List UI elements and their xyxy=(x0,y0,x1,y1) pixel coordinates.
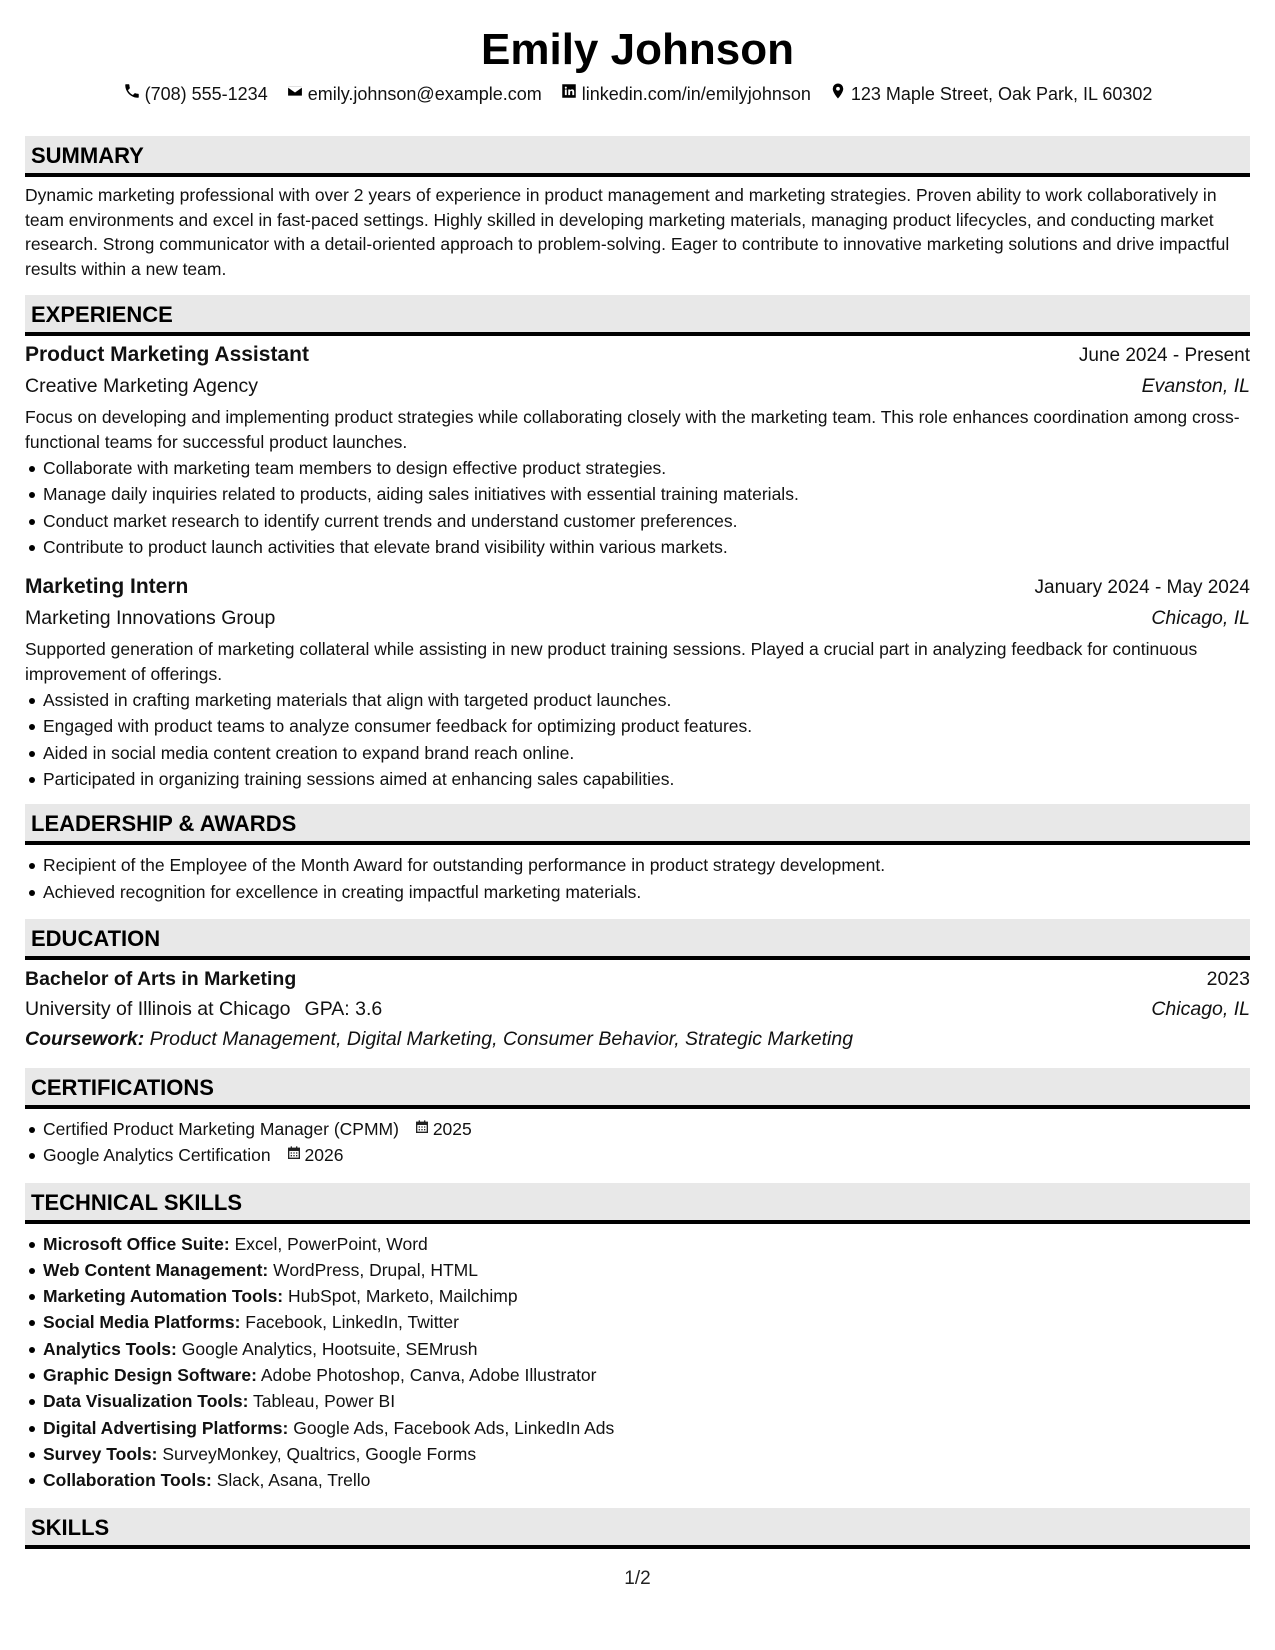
skill-label: Collaboration Tools: xyxy=(43,1470,212,1491)
cert-year-wrap xyxy=(414,1116,472,1142)
list-item: Conduct market research to identify current trends and understand customer preferences. xyxy=(25,508,1250,534)
list-item xyxy=(25,1142,1250,1168)
linkedin-text[interactable]: linkedin.com/in/emilyjohnson xyxy=(581,84,811,104)
tech-skills-list xyxy=(25,1231,1250,1494)
section-heading: EXPERIENCE xyxy=(25,295,1250,336)
cert-name: Certified Product Marketing Manager (CPMM) xyxy=(43,1118,399,1139)
list-item xyxy=(25,1388,1250,1414)
cert-year: 2026 xyxy=(304,1145,344,1166)
education-section xyxy=(25,919,1250,1054)
summary-section xyxy=(25,136,1250,281)
school-name: University of Illinois at Chicago xyxy=(25,997,291,1020)
job-location: Evanston, IL xyxy=(1141,375,1250,397)
skill-value: HubSpot, Marketo, Mailchimp xyxy=(288,1286,518,1307)
list-item xyxy=(25,1415,1250,1441)
coursework-list: Product Management, Digital Marketing, Consumer Behavior, Strategic Marketing xyxy=(149,1027,854,1050)
map-pin-icon xyxy=(829,82,847,106)
list-item: Aided in social media content creation to expand brand reach online. xyxy=(25,740,1250,766)
cert-name: Google Analytics Certification xyxy=(43,1145,271,1166)
job-dates: January 2024 - May 2024 xyxy=(1034,577,1250,599)
job-entry xyxy=(25,572,1250,792)
skill-value: Slack, Asana, Trello xyxy=(216,1470,371,1491)
coursework xyxy=(25,1024,1250,1054)
job-location: Chicago, IL xyxy=(1151,607,1250,630)
contact-email[interactable] xyxy=(286,82,542,106)
skill-value: Excel, PowerPoint, Word xyxy=(234,1233,428,1254)
list-item: Achieved recognition for excellence in creating impactful marketing materials. xyxy=(25,879,1250,905)
list-item: Engaged with product teams to analyze consumer feedback for optimizing product features. xyxy=(25,713,1250,739)
phone-text: (708) 555-1234 xyxy=(144,84,268,104)
section-heading: SUMMARY xyxy=(25,136,1250,177)
skill-value: SurveyMonkey, Qualtrics, Google Forms xyxy=(162,1443,477,1464)
linkedin-icon xyxy=(560,82,578,106)
skill-label: Social Media Platforms: xyxy=(43,1312,241,1333)
list-item: Contribute to product launch activities that elevate brand visibility within various markets. xyxy=(25,534,1250,560)
list-item xyxy=(25,1467,1250,1493)
skill-label: Marketing Automation Tools: xyxy=(43,1286,284,1307)
list-item xyxy=(25,1441,1250,1467)
degree: Bachelor of Arts in Marketing xyxy=(25,967,297,990)
skill-value: Facebook, LinkedIn, Twitter xyxy=(245,1312,459,1333)
job-company: Marketing Innovations Group xyxy=(25,607,276,630)
list-item xyxy=(25,1283,1250,1309)
cert-year: 2025 xyxy=(432,1118,472,1139)
skill-label: Web Content Management: xyxy=(43,1259,269,1280)
skill-label: Analytics Tools: xyxy=(43,1338,177,1359)
list-item xyxy=(25,1362,1250,1388)
skill-label: Survey Tools: xyxy=(43,1443,158,1464)
list-item xyxy=(25,1336,1250,1362)
job-dates: June 2024 - Present xyxy=(1078,345,1250,366)
contact-phone xyxy=(123,82,268,106)
envelope-icon xyxy=(286,82,304,106)
skills-section xyxy=(25,1508,1250,1549)
calendar-icon xyxy=(414,1116,430,1142)
job-title: Marketing Intern xyxy=(25,575,189,599)
contact-bar xyxy=(25,82,1250,106)
section-heading: LEADERSHIP & AWARDS xyxy=(25,804,1250,845)
school-line xyxy=(25,994,382,1024)
job-bullets xyxy=(25,687,1250,792)
certifications-section xyxy=(25,1068,1250,1169)
contact-address xyxy=(829,82,1153,106)
skill-label: Digital Advertising Platforms: xyxy=(43,1417,289,1438)
skill-value: Google Ads, Facebook Ads, LinkedIn Ads xyxy=(293,1417,615,1438)
candidate-name: Emily Johnson xyxy=(481,25,794,74)
resume-page xyxy=(25,0,1250,1549)
skill-value: Google Analytics, Hootsuite, SEMrush xyxy=(181,1338,478,1359)
section-heading: EDUCATION xyxy=(25,919,1250,960)
skill-value: WordPress, Drupal, HTML xyxy=(273,1259,478,1280)
skill-label: Graphic Design Software: xyxy=(43,1365,257,1386)
list-item: Participated in organizing training sessions aimed at enhancing sales capabilities. xyxy=(25,766,1250,792)
job-company: Creative Marketing Agency xyxy=(25,375,259,397)
job-entry xyxy=(25,340,1250,560)
list-item: Collaborate with marketing team members to design effective product strategies. xyxy=(25,455,1250,481)
list-item: Manage daily inquiries related to products, aiding sales initiatives with essential training materials. xyxy=(25,481,1250,507)
cert-list xyxy=(25,1116,1250,1169)
graduation-year: 2023 xyxy=(1206,967,1250,990)
skill-label: Microsoft Office Suite: xyxy=(43,1233,230,1254)
cert-year-wrap xyxy=(286,1142,344,1168)
leadership-section xyxy=(25,804,1250,905)
list-item: Assisted in crafting marketing materials that align with targeted product launches. xyxy=(25,687,1250,713)
list-item xyxy=(25,1116,1250,1142)
list-item xyxy=(25,1231,1250,1257)
list-item xyxy=(25,1257,1250,1283)
job-description: Supported generation of marketing collateral while assisting in new product training sessions. Played a crucial part in analyzing feedback for continuous improvement of offerings. xyxy=(25,639,1198,684)
job-bullets xyxy=(25,455,1250,560)
address-text: 123 Maple Street, Oak Park, IL 60302 xyxy=(850,84,1153,104)
experience-section xyxy=(25,295,1250,792)
coursework-label: Coursework: xyxy=(25,1027,145,1050)
section-heading: SKILLS xyxy=(25,1508,1250,1549)
skill-value: Adobe Photoshop, Canva, Adobe Illustrator xyxy=(260,1365,597,1386)
job-title: Product Marketing Assistant xyxy=(25,343,309,366)
section-heading: TECHNICAL SKILLS xyxy=(25,1183,1250,1224)
skill-value: Tableau, Power BI xyxy=(253,1391,396,1412)
technical-skills-section xyxy=(25,1183,1250,1494)
summary-text: Dynamic marketing professional with over 2 years of experience in product management and marketing strategies. Proven ability to work collaboratively in team environments and excel in fast-paced settings. Highly skilled in developing marketing materials, managing product lifecycles, and conducting market research. Strong communicator with a detail-oriented approach to problem-solving. Eager to contribute to innovative marketing solutions and drive impactful results within a new team. xyxy=(25,185,1230,279)
section-heading: CERTIFICATIONS xyxy=(25,1068,1250,1109)
list-item: Recipient of the Employee of the Month Award for outstanding performance in product strategy development. xyxy=(25,852,1250,878)
calendar-icon xyxy=(286,1142,302,1168)
page-number: 1/2 xyxy=(624,1568,651,1589)
phone-icon xyxy=(123,82,141,106)
school-location: Chicago, IL xyxy=(1151,997,1250,1020)
awards-list xyxy=(25,852,1250,905)
job-description: Focus on developing and implementing product strategies while collaborating closely with the marketing team. This role enhances coordination among cross-functional teams for successful product launches. xyxy=(25,407,1240,452)
list-item xyxy=(25,1309,1250,1335)
contact-linkedin[interactable] xyxy=(560,82,811,106)
skill-label: Data Visualization Tools: xyxy=(43,1391,249,1412)
email-text[interactable]: emily.johnson@example.com xyxy=(307,84,542,104)
gpa: GPA: 3.6 xyxy=(304,997,383,1020)
